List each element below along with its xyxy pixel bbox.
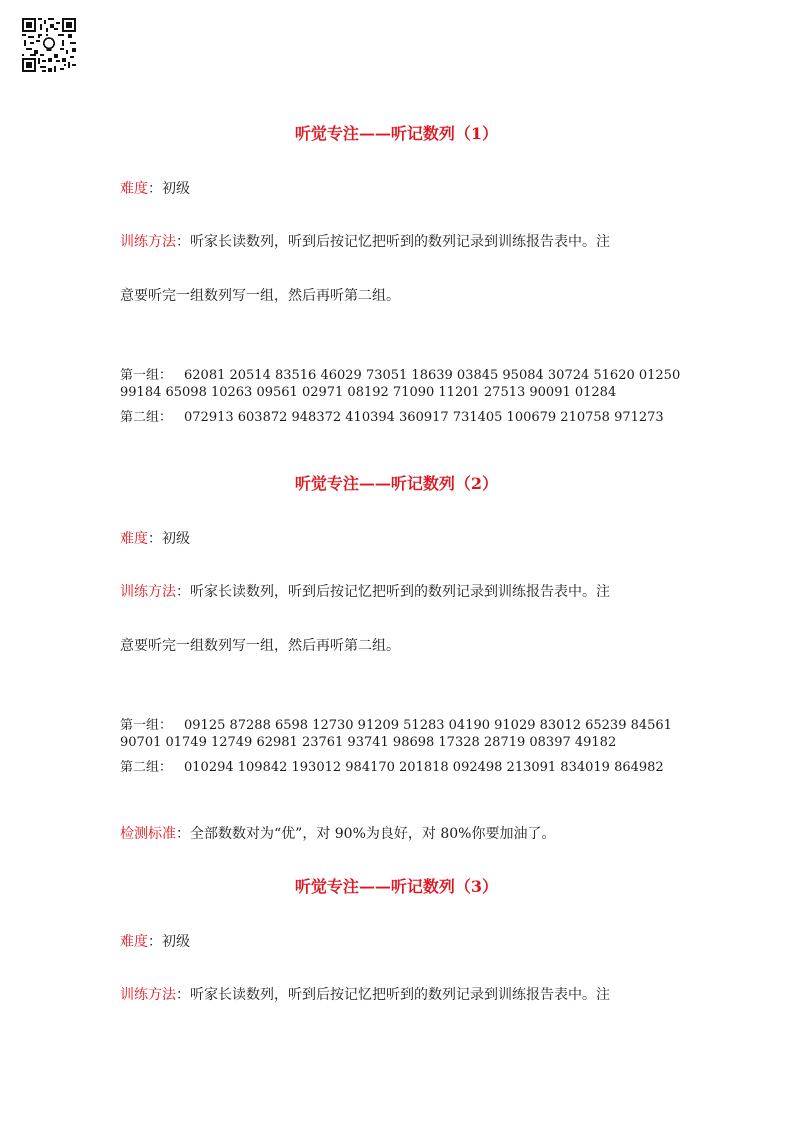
method-label: 训练方法	[120, 234, 176, 250]
method-text-line1: ：听家长读数列，听到后按记忆把听到的数列记录到训练报告表中。注	[176, 584, 610, 600]
section-2-difficulty	[120, 528, 190, 548]
section-2-group1-line2: 90701 01749 12749 62981 23761 93741 98698 17328 28719 08397 49182	[120, 735, 617, 750]
section-1-title: 听觉专注——听记数列（1）	[294, 124, 499, 143]
section-2-group2	[120, 756, 664, 775]
group1-numbers-line1: 62081 20514 83516 46029 73051 18639 03845 95084 30724 51620 01250	[184, 368, 681, 383]
section-2-group1	[120, 714, 672, 733]
group1-label: 第一组：	[120, 368, 173, 383]
section-2-standard	[120, 823, 555, 843]
group1-numbers-line1: 09125 87288 6598 12730 91209 51283 04190 91029 83012 65239 84561	[184, 718, 672, 733]
method-text-line1: ：听家长读数列，听到后按记忆把听到的数列记录到训练报告表中。注	[176, 234, 610, 250]
group1-label: 第一组：	[120, 718, 173, 733]
group2-numbers: 072913 603872 948372 410394 360917 731405 100679 210758 971273	[184, 410, 664, 425]
method-label: 训练方法	[120, 584, 176, 600]
lightbulb-icon	[40, 36, 58, 54]
section-1-group1-line2: 99184 65098 10263 09561 02971 08192 71090 11201 27513 90091 01284	[120, 385, 617, 400]
method-label: 训练方法	[120, 987, 176, 1003]
difficulty-value: ：初级	[148, 531, 190, 547]
difficulty-value: ：初级	[148, 181, 190, 197]
difficulty-label: 难度	[120, 531, 148, 547]
section-1-method	[120, 231, 610, 251]
group2-numbers: 010294 109842 193012 984170 201818 092498 213091 834019 864982	[184, 760, 664, 775]
section-2-method	[120, 581, 610, 601]
standard-label: 检测标准	[120, 826, 176, 842]
section-1-group2	[120, 406, 664, 425]
method-text-line1: ：听家长读数列，听到后按记忆把听到的数列记录到训练报告表中。注	[176, 987, 610, 1003]
section-2-method-line2: 意要听完一组数列写一组，然后再听第二组。	[120, 638, 400, 654]
difficulty-label: 难度	[120, 934, 148, 950]
group2-label: 第二组：	[120, 410, 173, 425]
section-2-title: 听觉专注——听记数列（2）	[294, 474, 499, 493]
difficulty-value: ：初级	[148, 934, 190, 950]
group2-label: 第二组：	[120, 760, 173, 775]
section-1-difficulty	[120, 178, 190, 198]
standard-text: ：全部数数对为“优”，对 90%为良好，对 80%你要加油了。	[176, 826, 556, 842]
qr-code-icon	[22, 18, 76, 72]
section-1-method-line2: 意要听完一组数列写一组，然后再听第二组。	[120, 288, 400, 304]
section-3-method	[120, 984, 610, 1004]
section-1-group1	[120, 364, 680, 383]
difficulty-label: 难度	[120, 181, 148, 197]
section-3-difficulty	[120, 931, 190, 951]
section-3-title: 听觉专注——听记数列（3）	[294, 877, 499, 896]
